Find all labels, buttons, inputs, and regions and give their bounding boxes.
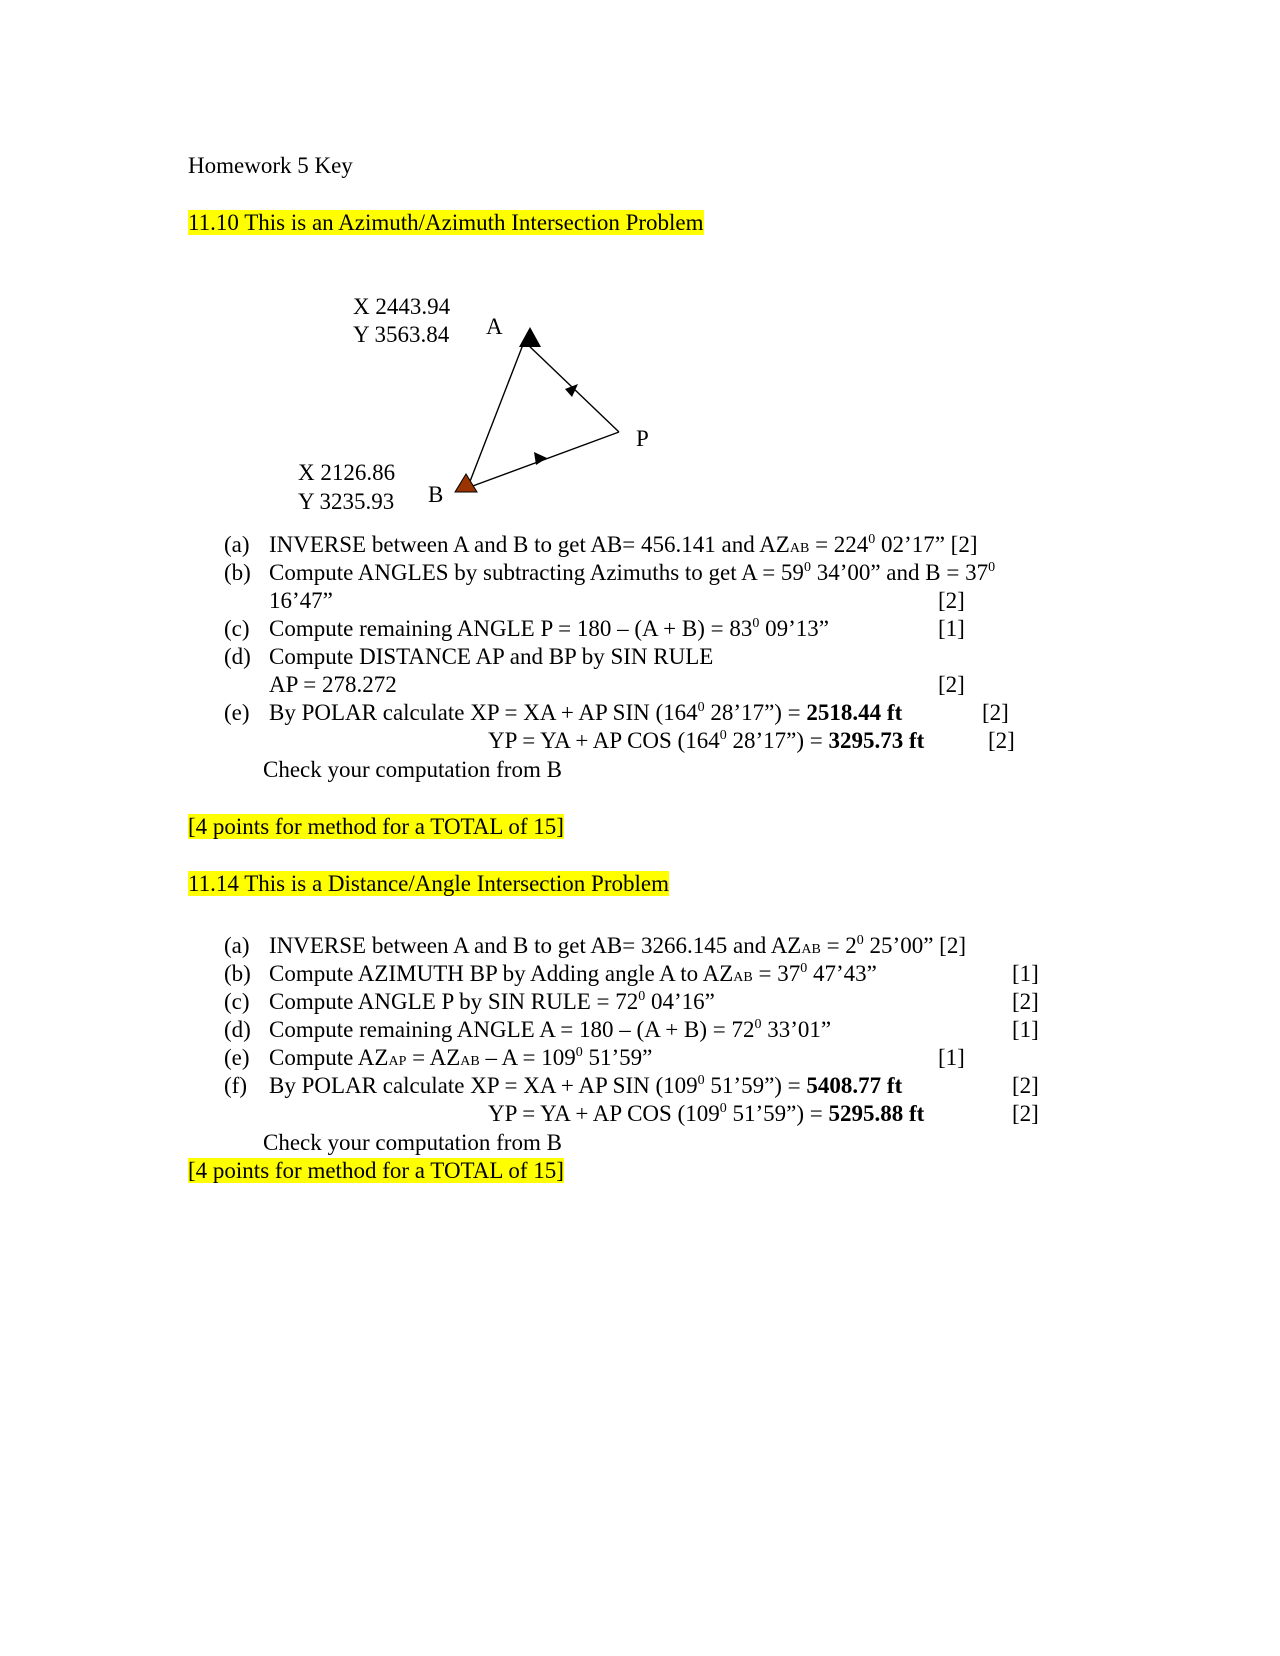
problem-1-step-d bbox=[224, 643, 1084, 671]
step-text: By POLAR calculate XP = XA + AP SIN ($164^0$ 28’17”) = 2518.44 ft bbox=[269, 700, 903, 725]
xp-result: 5408.77 ft bbox=[806, 1073, 903, 1098]
problem-1-step-d-points: [2] bbox=[938, 672, 965, 697]
problem-2-total bbox=[188, 1157, 564, 1185]
problem-2-total-text: [4 points for method for a TOTAL of 15] bbox=[188, 1158, 564, 1183]
step-text: Compute remaining ANGLE $P = 180 - (A + B) = 83^0$ 09’13” bbox=[269, 616, 829, 641]
step-text: Compute ANGLE P by SIN RULE = $72^0$ 04’16” bbox=[269, 989, 715, 1014]
problem-1-step-a bbox=[224, 531, 1084, 559]
yp-result: 3295.73 ft bbox=[828, 728, 925, 753]
problem-1-step-c-points: [1] bbox=[938, 616, 965, 641]
problem-1-step-e-line-2: YP = YA + AP COS ($164^0$ 28’17”) = 3295.73 ft bbox=[488, 728, 925, 753]
step-text: Compute ANGLES by subtracting Azimuths to get $A = 59^0$ 34’00” and $B = 37^0$ bbox=[269, 560, 996, 585]
problem-2-step-f-line-2: YP = YA + AP COS ($109^0$ 51’59”) = 5295.88 ft bbox=[488, 1101, 925, 1126]
step-label: (d) bbox=[224, 644, 251, 669]
step-text: Compute DISTANCE AP and BP by SIN RULE bbox=[269, 644, 714, 669]
problem-2-step-f-points: [2] bbox=[1012, 1073, 1039, 1098]
step-label: (a) bbox=[224, 933, 250, 958]
step-text: INVERSE between A and B to get AB= 3266.145 and AZAB = $2^0$ 25’00” [2] bbox=[269, 933, 966, 958]
problem-1-heading bbox=[188, 209, 704, 237]
step-text: Compute AZIMUTH BP by Adding angle A to AZAB = $37^0$ 47’43” bbox=[269, 961, 877, 986]
point-a-x-coordinate: X 2443.94 bbox=[353, 294, 451, 319]
problem-1-heading-text: 11.10 This is an Azimuth/Azimuth Intersection Problem bbox=[188, 210, 704, 235]
side-bp bbox=[470, 432, 619, 487]
arrow-bp-icon bbox=[534, 452, 547, 465]
step-text: Compute AZAP = AZAB – $A = 109^0$ 51’59” bbox=[269, 1045, 653, 1070]
arrow-ap-icon bbox=[565, 384, 578, 397]
xp-result: 2518.44 ft bbox=[806, 700, 903, 725]
step-label: (a) bbox=[224, 532, 250, 557]
step-text: By POLAR calculate XP = XA + AP SIN ($109^0$ 51’59”) = 5408.77 ft bbox=[269, 1073, 903, 1098]
problem-1-step-b-points: [2] bbox=[938, 588, 965, 613]
problem-2-step-e-points: [1] bbox=[938, 1045, 965, 1070]
side-ap bbox=[526, 343, 619, 432]
problem-2-step-f bbox=[224, 1072, 1084, 1100]
point-a-label: A bbox=[486, 314, 503, 339]
problem-2-heading bbox=[188, 870, 669, 898]
problem-2-step-a bbox=[224, 932, 1084, 960]
problem-2-heading-text: 11.14 This is a Distance/Angle Intersection Problem bbox=[188, 871, 669, 896]
problem-1-check-note: Check your computation from B bbox=[263, 757, 562, 782]
problem-1-total-text: [4 points for method for a TOTAL of 15] bbox=[188, 814, 564, 839]
step-label: (e) bbox=[224, 1045, 250, 1070]
step-label: (b) bbox=[224, 961, 251, 986]
problem-1-step-b bbox=[224, 559, 1084, 587]
side-ab bbox=[469, 342, 524, 484]
problem-2-step-d bbox=[224, 1016, 1084, 1044]
problem-2-step-f-line-2-points: [2] bbox=[1012, 1101, 1039, 1126]
point-p-label: P bbox=[636, 426, 649, 451]
problem-2-step-c bbox=[224, 988, 1084, 1016]
step-label: (e) bbox=[224, 700, 250, 725]
problem-1-step-e-points: [2] bbox=[982, 700, 1009, 725]
problem-1-step-b-continuation: 16’47” bbox=[269, 588, 333, 613]
problem-2-step-b bbox=[224, 960, 1084, 988]
problem-2-check-note: Check your computation from B bbox=[263, 1130, 562, 1155]
point-b-label: B bbox=[428, 482, 444, 507]
yp-result: 5295.88 ft bbox=[828, 1101, 925, 1126]
step-label: (c) bbox=[224, 989, 250, 1014]
problem-2-step-d-points: [1] bbox=[1012, 1017, 1039, 1042]
problem-1-step-d-continuation: AP = 278.272 bbox=[269, 672, 397, 697]
problem-1-step-e-line-2-points: [2] bbox=[988, 728, 1015, 753]
step-label: (b) bbox=[224, 560, 251, 585]
problem-2-step-c-points: [2] bbox=[1012, 989, 1039, 1014]
point-b-marker-icon bbox=[455, 474, 477, 492]
point-b-y-coordinate: Y 3235.93 bbox=[298, 489, 395, 514]
point-b-x-coordinate: X 2126.86 bbox=[298, 460, 396, 485]
document-title: Homework 5 Key bbox=[188, 153, 353, 178]
point-a-marker-icon bbox=[519, 327, 541, 347]
problem-1-total bbox=[188, 813, 564, 841]
problem-1-step-e bbox=[224, 699, 1084, 727]
step-label: (c) bbox=[224, 616, 250, 641]
problem-2-step-b-points: [1] bbox=[1012, 961, 1039, 986]
step-text: Compute remaining ANGLE $A = 180 - (A + B) = 72^0$ 33’01” bbox=[269, 1017, 832, 1042]
step-label: (f) bbox=[224, 1073, 247, 1098]
step-label: (d) bbox=[224, 1017, 251, 1042]
point-a-y-coordinate: Y 3563.84 bbox=[353, 322, 450, 347]
step-text: INVERSE between A and B to get AB= 456.141 and AZAB = $224^0$ 02’17” [2] bbox=[269, 532, 978, 557]
